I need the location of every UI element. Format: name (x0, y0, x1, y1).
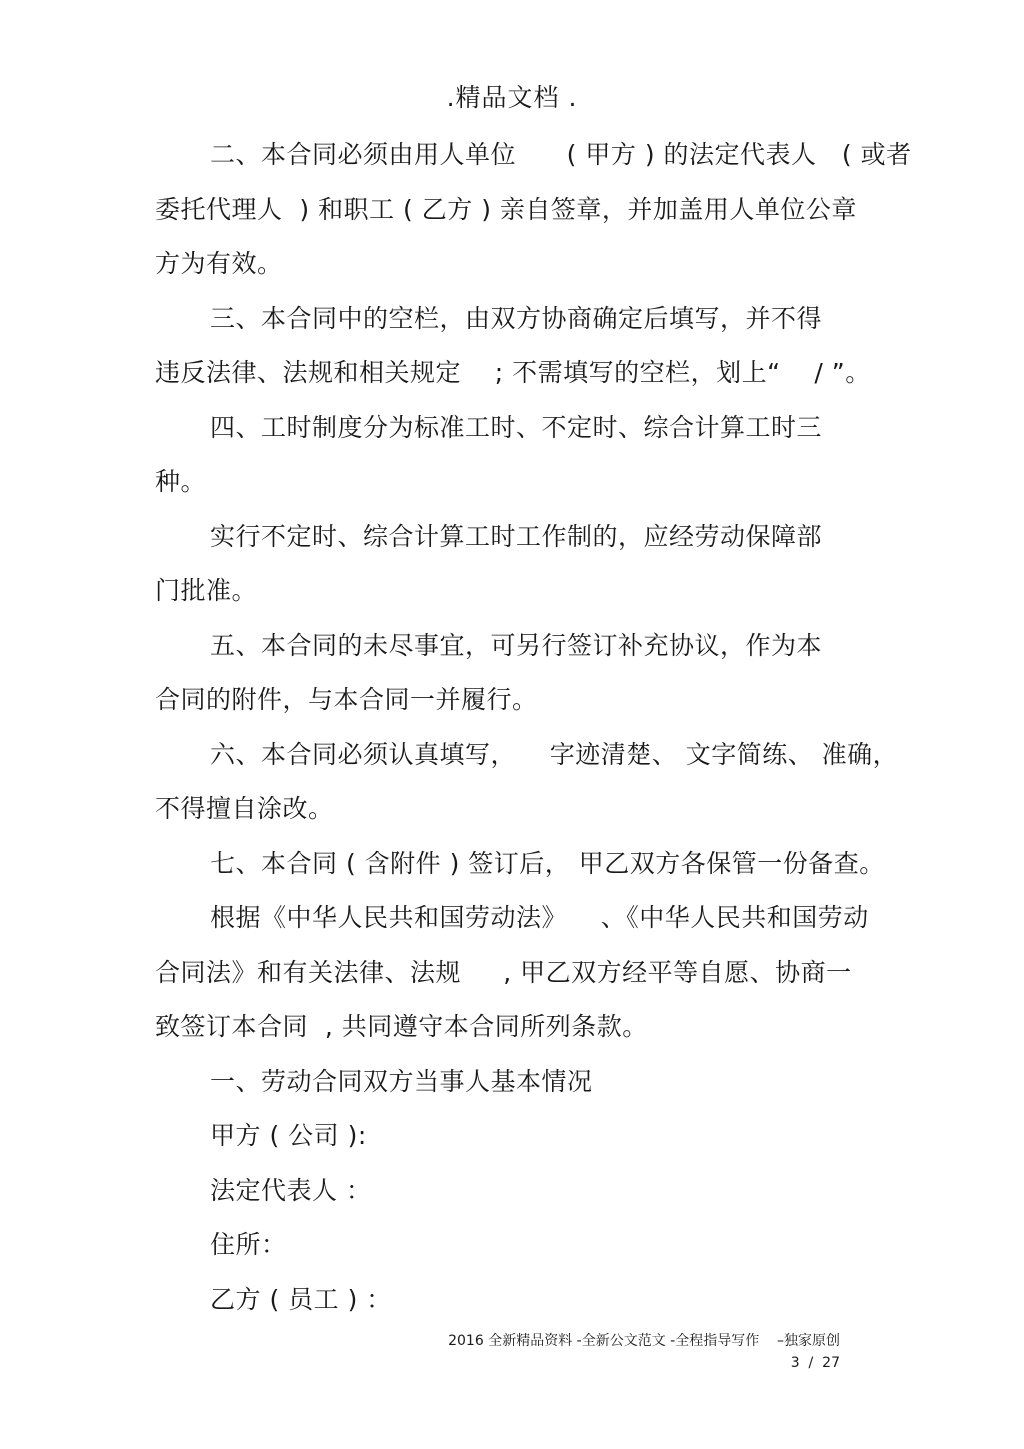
text-line: 违反法律、法规和相关规定 ; 不需填写的空栏，划上“ / ”。 (155, 358, 871, 387)
text-line: 四、工时制度分为标准工时、不定时、综合计算工时三 (210, 412, 823, 442)
page-header-title: .精品文档 . (446, 83, 578, 112)
text-line: 方为有效。 (155, 249, 283, 278)
page-number: 3 / 27 (790, 1355, 840, 1371)
document-body (155, 128, 912, 1327)
text-line: 七、本合同 ( 含附件 ) 签订后， 甲乙双方各保管一份备查。 (210, 848, 885, 878)
page-footer (380, 1330, 840, 1374)
text-line: 甲方 ( 公司 ): (210, 1121, 367, 1150)
text-line: 合同的附件，与本合同一并履行。 (155, 685, 538, 714)
text-line: 门批准。 (155, 576, 258, 605)
text-line: 种。 (155, 467, 207, 496)
text-line: 致签订本合同 , 共同遵守本合同所列条款。 (155, 1012, 648, 1041)
text-line: 二、本合同必须由用人单位 ( 甲方 ) 的法定代表人 ( 或者 (210, 140, 912, 169)
text-line: 实行不定时、综合计算工时工作制的，应经劳动保障部 (210, 521, 823, 551)
text-line: 六、本合同必须认真填写， 字迹清楚、 文字简练、 准确， (210, 739, 899, 769)
text-line: 不得擅自涂改。 (155, 794, 334, 823)
text-line: 乙方 ( 员工 ) ： (210, 1284, 392, 1314)
text-line: 住所： (210, 1230, 287, 1259)
text-line: 根据《中华人民共和国劳动法》 、《中华人民共和国劳动 (210, 903, 869, 932)
text-line: 一、劳动合同双方当事人基本情况 (210, 1066, 593, 1096)
footer-tagline: 2016 全新精品资料 -全新公文范文 -全程指导写作 –独家原创 (448, 1333, 840, 1349)
text-line: 三、本合同中的空栏，由双方协商确定后填写，并不得 (210, 303, 823, 333)
text-line: 五、本合同的未尽事宜，可另行签订补充协议，作为本 (210, 630, 823, 660)
text-line: 委托代理人 ) 和职工 ( 乙方 ) 亲自签章，并加盖用人单位公章 (155, 194, 857, 224)
text-line: 法定代表人 ： (210, 1175, 372, 1205)
text-line: 合同法》和有关法律、法规 , 甲乙双方经平等自愿、协商一 (155, 957, 852, 987)
